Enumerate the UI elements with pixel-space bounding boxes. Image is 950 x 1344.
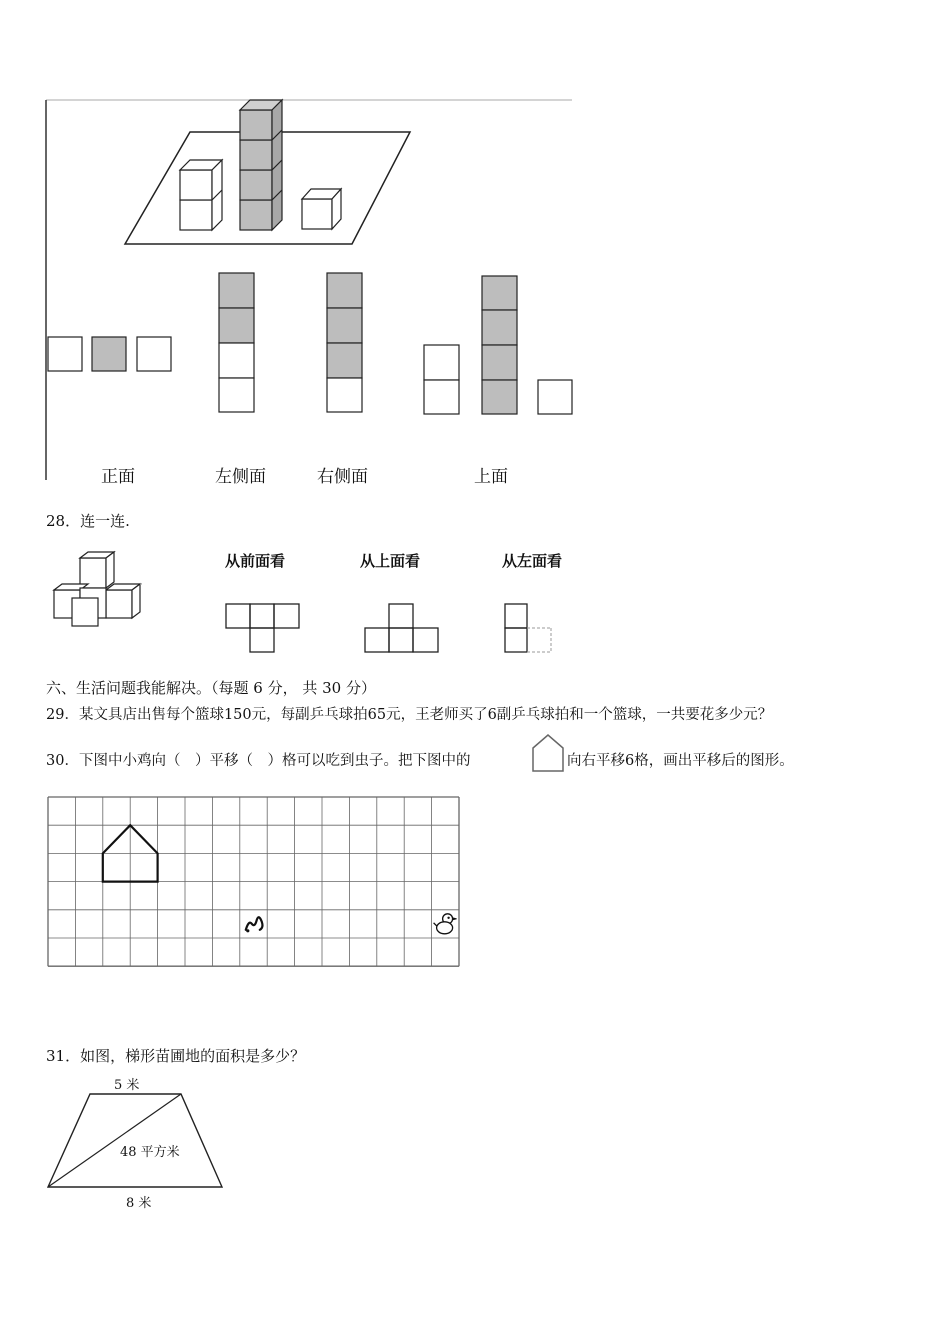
q28-view-front-label: 从前面看 — [225, 552, 286, 570]
cube-single-right — [302, 189, 341, 229]
view-right — [327, 273, 362, 412]
chick-beak — [453, 918, 457, 920]
label-front: 正面 — [101, 467, 135, 487]
q28-view-left-label: 从左面看 — [502, 552, 563, 570]
cube-stack-center — [240, 100, 282, 230]
chick-tail — [434, 923, 437, 926]
trapezoid-top-label: 5 米 — [114, 1078, 140, 1093]
house-icon — [531, 734, 565, 774]
view-front — [48, 337, 171, 371]
view-left — [219, 273, 254, 412]
worm-head — [246, 929, 249, 932]
trapezoid-area-label: 48 平方米 — [120, 1145, 180, 1160]
q30-text-before: 30．下图中小鸡向（ ）平移（ ）格可以吃到虫子。把下图中的 — [46, 753, 471, 769]
q30-text-after: 向右平移6格，画出平移后的图形。 — [567, 753, 794, 769]
worm-icon — [246, 917, 263, 930]
label-right: 右侧面 — [317, 467, 368, 487]
q30-grid — [46, 795, 466, 970]
chick-body — [437, 922, 453, 934]
q28-title: 28．连一连. — [46, 512, 130, 530]
label-left: 左侧面 — [215, 467, 266, 487]
q29-text: 29．某文具店出售每个篮球150元，每副乒乓球拍65元，王老师买了6副乒乓球拍和一个篮球，一共要花多少元？ — [46, 707, 773, 723]
view-top — [424, 276, 572, 414]
section6-title: 六、生活问题我能解决。（每题 6 分， 共 30 分） — [46, 679, 376, 697]
q27-figure — [0, 0, 950, 500]
trapezoid-bottom-label: 8 米 — [126, 1196, 152, 1211]
cube-stack-left — [180, 160, 222, 230]
q28-view-top-label: 从上面看 — [360, 552, 421, 570]
chick-eye — [447, 917, 449, 919]
q31-text: 31．如图，梯形苗圃地的面积是多少？ — [46, 1047, 306, 1065]
q28-view-shapes — [0, 600, 950, 680]
label-top: 上面 — [474, 467, 508, 487]
